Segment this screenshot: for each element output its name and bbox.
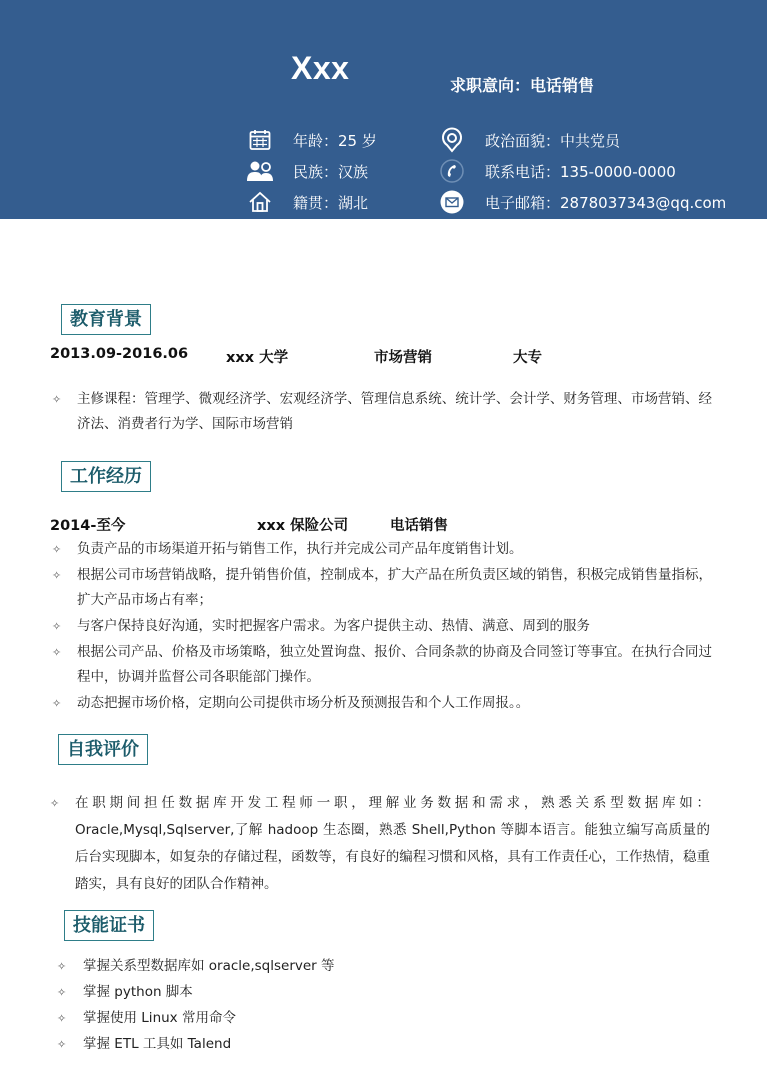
ethnicity-text: 民族：汉族 (293, 162, 369, 181)
skill-item: ✧ 掌握 python 脚本 (57, 980, 457, 1005)
phone-icon (439, 158, 465, 184)
political-text: 政治面貌：中共党员 (485, 131, 621, 150)
education-period: 2013.09-2016.06 (50, 346, 189, 362)
education-courses: ✧ 主修课程：管理学、微观经济学、宏观经济学、管理信息系统、统计学、会计学、财务管理、市场营销、经济法、消费者行为学、国际市场营销 (52, 387, 712, 437)
work-item: ✧ 根据公司产品、价格及市场策略，独立处置询盘、报价、合同条款的协商及合同签订等事宜。在执行合同过程中，协调并监督公司各职能部门操作。 (52, 640, 712, 690)
info-hometown (247, 189, 368, 215)
bullet-icon: ✧ (52, 393, 62, 406)
self-eval-text: ✧ 在职期间担任数据库开发工程师一职，理解业务数据和需求，熟悉关系型数据库如：Oracle,Mysql,Sqlserver,了解 hadoop 生态圈，熟悉 Shell,Python 等脚本语言。能独立编写高质量的后台实现脚本，如复杂的存储过程，函数等，有良好的编程习惯和风格，具有工作责任心，工作热情，稳重踏实，具有良好的团队合作精神。 (50, 790, 710, 898)
email-text: 电子邮箱：2878037343@qq.com (485, 193, 727, 212)
bullet-icon: ✧ (52, 646, 62, 659)
phone-text: 联系电话：135-0000-0000 (485, 162, 676, 181)
age-text: 年龄：25 岁 (293, 131, 377, 150)
skill-item: ✧ 掌握关系型数据库如 oracle,sqlserver 等 (57, 954, 457, 979)
bullet-icon: ✧ (50, 797, 60, 810)
section-title-self-eval: 自我评价 (58, 734, 148, 765)
work-item: ✧ 根据公司市场营销战略，提升销售价值，控制成本，扩大产品在所负责区域的销售，积极完成销售量指标，扩大产品市场占有率； (52, 563, 712, 613)
bullet-icon: ✧ (57, 1012, 67, 1025)
bullet-icon: ✧ (52, 569, 62, 582)
candidate-name: Xxx (291, 50, 350, 86)
skill-item: ✧ 掌握 ETL 工具如 Talend (57, 1032, 457, 1057)
work-period: 2014-至今 (50, 518, 126, 534)
info-age (247, 127, 377, 153)
info-phone (439, 158, 676, 184)
bullet-icon: ✧ (52, 697, 62, 710)
header-banner (0, 0, 767, 219)
bullet-icon: ✧ (52, 620, 62, 633)
work-item: ✧ 负责产品的市场渠道开拓与销售工作，执行并完成公司产品年度销售计划。 (52, 537, 712, 562)
skill-item: ✧ 掌握使用 Linux 常用命令 (57, 1006, 457, 1031)
hometown-text: 籍贯：湖北 (293, 193, 369, 212)
education-major: 市场营销 (374, 350, 432, 366)
section-title-skills: 技能证书 (64, 910, 154, 941)
education-degree: 大专 (513, 350, 542, 366)
work-item: ✧ 动态把握市场价格，定期向公司提供市场分析及预测报告和个人工作周报。。 (52, 691, 712, 716)
job-intent: 求职意向：电话销售 (450, 76, 595, 95)
bullet-icon: ✧ (57, 960, 67, 973)
people-icon (247, 158, 273, 184)
info-email (439, 189, 726, 215)
work-position: 电话销售 (390, 518, 448, 534)
bullet-icon: ✧ (57, 1038, 67, 1051)
location-pin-icon (439, 127, 465, 153)
bullet-icon: ✧ (52, 543, 62, 556)
education-school: xxx 大学 (226, 350, 289, 366)
info-ethnicity (247, 158, 368, 184)
work-item: ✧ 与客户保持良好沟通，实时把握客户需求。为客户提供主动、热情、满意、周到的服务 (52, 614, 712, 639)
bullet-icon: ✧ (57, 986, 67, 999)
section-title-education: 教育背景 (61, 304, 151, 335)
calendar-icon (247, 127, 273, 153)
section-title-work: 工作经历 (61, 461, 151, 492)
email-icon (439, 189, 465, 215)
work-company: xxx 保险公司 (257, 518, 349, 534)
info-political (439, 127, 620, 153)
home-icon (247, 189, 273, 215)
